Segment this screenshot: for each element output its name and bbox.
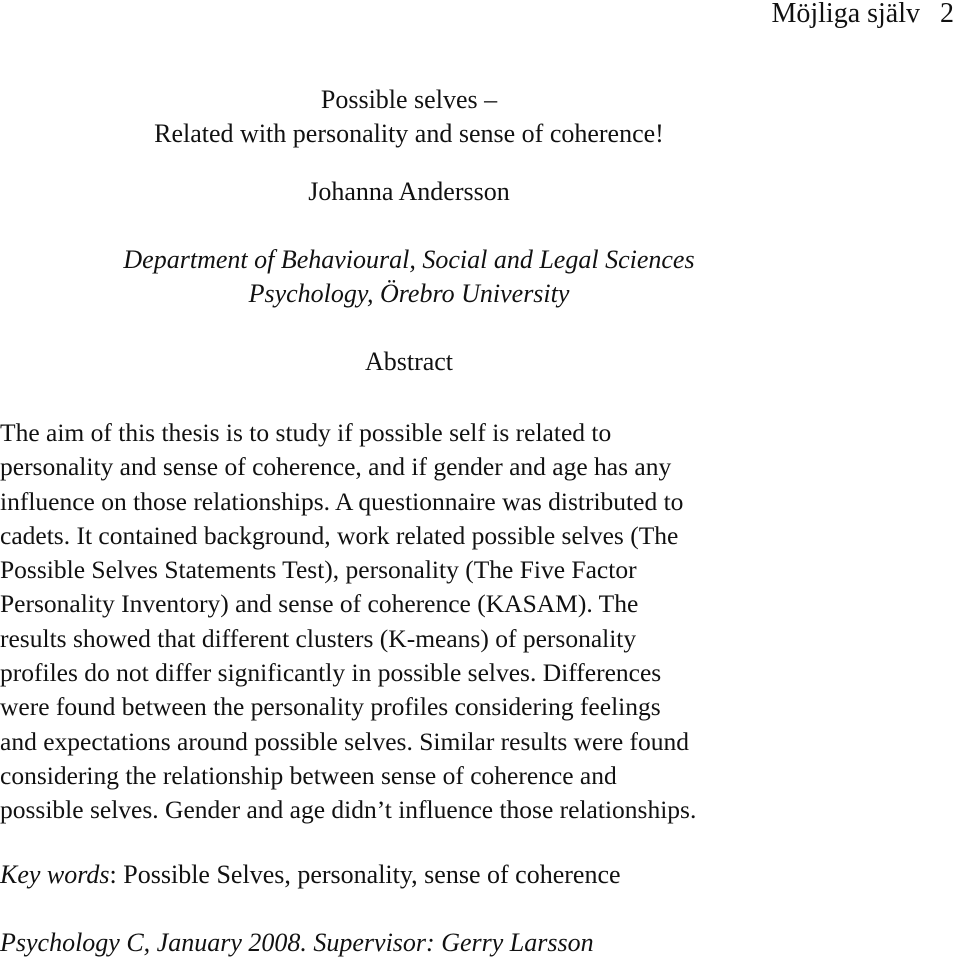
abstract-line: profiles do not differ significantly in possible selves. Differences bbox=[0, 658, 662, 688]
abstract-heading: Abstract bbox=[364, 347, 454, 376]
page-number: 2 bbox=[940, 0, 954, 29]
running-title: Möjliga själv bbox=[771, 0, 920, 29]
keywords-label: Key words bbox=[0, 860, 110, 889]
abstract-line: cadets. It contained background, work related possible selves (The bbox=[0, 520, 679, 550]
abstract-line: were found between the personality profiles considering feelings bbox=[0, 692, 661, 722]
affiliation-line-2: Psychology, Örebro University bbox=[248, 279, 570, 308]
abstract-line: results showed that different clusters (K-means) of personality bbox=[0, 623, 637, 653]
abstract-line: Personality Inventory) and sense of coherence (KASAM). The bbox=[0, 589, 639, 619]
abstract-line: influence on those relationships. A questionnaire was distributed to bbox=[0, 486, 684, 516]
title-line-2: Related with personality and sense of coherence! bbox=[154, 119, 664, 148]
author-name: Johanna Andersson bbox=[308, 177, 510, 206]
abstract-line: possible selves. Gender and age didn’t influence those relationships. bbox=[0, 795, 697, 825]
affiliation-line-1: Department of Behavioural, Social and Legal Sciences bbox=[123, 245, 695, 274]
abstract-line: and expectations around possible selves. Similar results were found bbox=[0, 726, 690, 756]
abstract-line: considering the relationship between sense of coherence and bbox=[0, 760, 617, 790]
abstract-line: personality and sense of coherence, and if gender and age has any bbox=[0, 452, 672, 482]
keywords-text: Possible Selves, personality, sense of coherence bbox=[123, 860, 621, 889]
title-line-1: Possible selves – bbox=[320, 85, 498, 114]
course-supervisor-line: Psychology C, January 2008. Supervisor: Gerry Larsson bbox=[0, 928, 594, 957]
running-header bbox=[771, 0, 954, 31]
keywords-separator: : bbox=[109, 860, 124, 889]
abstract-body bbox=[0, 416, 960, 828]
keywords-line bbox=[0, 858, 621, 892]
abstract-line: Possible Selves Statements Test), personality (The Five Factor bbox=[0, 555, 637, 585]
abstract-line: The aim of this thesis is to study if possible self is related to bbox=[0, 418, 612, 447]
